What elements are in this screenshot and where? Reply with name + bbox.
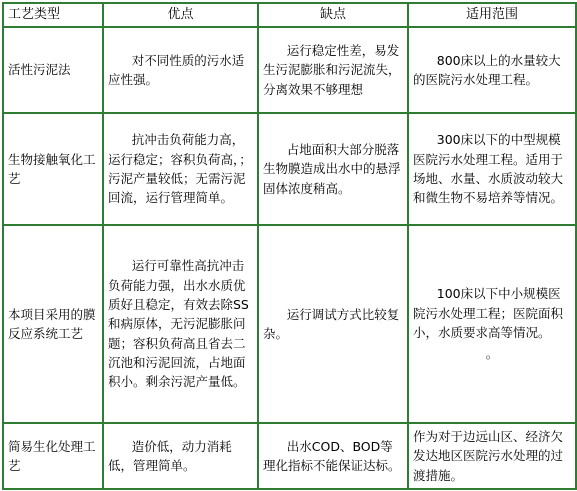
advantages-cell: 运行可靠性高抗冲击负荷能力强，出水水质优质好且稳定，有效去除SS和病原体，无污泥膨胀问题；容积负荷高且省去二沉池和污泥回流，占地面积小。剩余污泥产量低。 (103, 225, 258, 423)
process-type-cell: 活性污泥法 (3, 27, 103, 113)
table-row (3, 225, 576, 423)
disadvantages-cell: 运行稳定性差，易发生污泥膨胀和污泥流失，分离效果不够理想 (258, 27, 408, 113)
advantages-cell: 抗冲击负荷能力高，运行稳定；容积负荷高，；污泥产量较低；无需污泥回流，运行管理简单。 (103, 113, 258, 225)
table-row (3, 27, 576, 113)
disadvantages-cell: 占地面积大部分脱落生物膜造成出水中的悬浮固体浓度稍高。 (258, 113, 408, 225)
process-type-cell: 生物接触氧化工艺 (3, 113, 103, 225)
process-comparison-table (2, 2, 577, 490)
disadvantages-cell: 出水COD、BOD等理化指标不能保证达标。 (258, 423, 408, 489)
table-row (3, 423, 576, 489)
table-row (3, 113, 576, 225)
advantages-cell: 对不同性质的污水适应性强。 (103, 27, 258, 113)
advantages-cell: 造价低，动力消耗低，管理简单。 (103, 423, 258, 489)
header-advantages: 优点 (103, 3, 258, 27)
process-type-cell: 简易生化处理工艺 (3, 423, 103, 489)
disadvantages-cell: 运行调试方式比较复杂。 (258, 225, 408, 423)
header-disadvantages: 缺点 (258, 3, 408, 27)
header-process-type: 工艺类型 (3, 3, 103, 27)
scope-cell (408, 225, 576, 423)
process-type-cell: 本项目采用的膜反应系统工艺 (3, 225, 103, 423)
header-row (3, 3, 576, 27)
scope-text: 100床以下中小规模医院污水处理工程；医院面积小，水质要求高等情况。 (413, 286, 564, 340)
scope-mark: 。 (485, 346, 499, 362)
scope-cell: 作为对于边远山区、经济欠发达地区医院污水处理的过渡措施。 (408, 423, 576, 489)
scope-cell: 800床以上的水量较大的医院污水处理工程。 (408, 27, 576, 113)
header-scope: 适用范围 (408, 3, 576, 27)
scope-cell: 300床以下的中型规模医院污水处理工程。适用于场地、水量、水质波动较大和微生物不易培养等情况。 (408, 113, 576, 225)
